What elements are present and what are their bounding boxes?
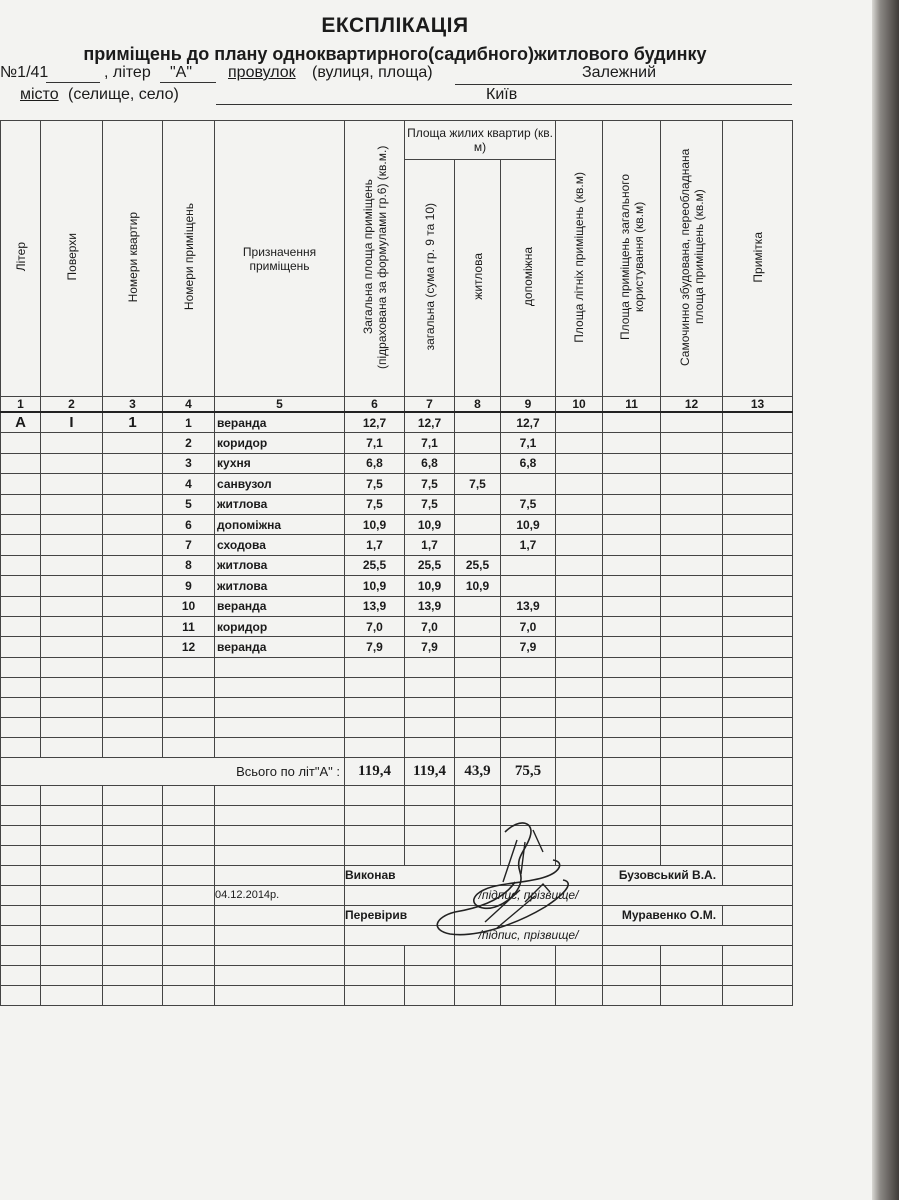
cell-total: 10,9 xyxy=(345,576,405,596)
cell-empty xyxy=(603,514,661,534)
executed-name: Бузовський В.А. xyxy=(603,865,723,885)
cell-empty xyxy=(556,514,603,534)
cell-total: 25,5 xyxy=(345,555,405,575)
cell-empty xyxy=(603,637,661,657)
cell-floor xyxy=(41,453,103,473)
cell-aux: 13,9 xyxy=(501,596,556,616)
cell-room: 4 xyxy=(163,474,215,494)
cell-apt xyxy=(103,494,163,514)
col-summer-area: Площа літніх приміщень (кв.м) xyxy=(556,121,603,397)
city-underline xyxy=(216,104,792,105)
cell-liter: А xyxy=(1,412,41,433)
cell-living xyxy=(455,453,501,473)
column-number: 1 xyxy=(1,397,41,413)
col-note: Примітка xyxy=(723,121,793,397)
cell-room: 1 xyxy=(163,412,215,433)
checked-name: Муравенко О.М. xyxy=(603,905,723,925)
blank-row xyxy=(1,945,793,965)
city-type: місто xyxy=(20,86,59,103)
header-row xyxy=(1,121,793,160)
cell-empty xyxy=(661,453,723,473)
cell-empty xyxy=(723,474,793,494)
cell-purpose: веранда xyxy=(215,637,345,657)
cell-empty xyxy=(603,596,661,616)
cell-empty xyxy=(723,494,793,514)
cell-apt xyxy=(103,514,163,534)
cell-total: 7,1 xyxy=(345,433,405,453)
cell-apt_total: 6,8 xyxy=(405,453,455,473)
cell-purpose: сходова xyxy=(215,535,345,555)
blank-row xyxy=(1,805,793,825)
cell-empty xyxy=(723,412,793,433)
cell-empty xyxy=(556,535,603,555)
cell-empty xyxy=(723,453,793,473)
cell-purpose: веранда xyxy=(215,412,345,433)
cell-floor xyxy=(41,616,103,636)
cell-aux: 7,0 xyxy=(501,616,556,636)
cell-empty xyxy=(723,555,793,575)
cell-aux xyxy=(501,555,556,575)
cell-liter xyxy=(1,616,41,636)
col-apartment-numbers: Номери квартир xyxy=(103,121,163,397)
cell-room: 6 xyxy=(163,514,215,534)
cell-empty xyxy=(723,616,793,636)
blank-row xyxy=(1,697,793,717)
col-purpose: Призначення приміщень xyxy=(215,121,345,397)
cell-aux: 7,5 xyxy=(501,494,556,514)
cell-room: 2 xyxy=(163,433,215,453)
cell-purpose: веранда xyxy=(215,596,345,616)
city-type-options: (селище, село) xyxy=(68,86,179,103)
cell-aux: 1,7 xyxy=(501,535,556,555)
blank-rows-bottom xyxy=(1,945,793,1005)
cell-apt_total: 1,7 xyxy=(405,535,455,555)
document-title: ЕКСПЛІКАЦІЯ xyxy=(321,14,469,37)
cell-empty xyxy=(603,555,661,575)
cell-living xyxy=(455,637,501,657)
document-subtitle: приміщень до плану одноквартирного(садибного)житлового будинку xyxy=(83,44,707,64)
cell-empty xyxy=(661,535,723,555)
cell-living xyxy=(455,433,501,453)
cell-apt_total: 7,5 xyxy=(405,494,455,514)
cell-liter xyxy=(1,637,41,657)
executed-row xyxy=(1,865,793,885)
column-number: 8 xyxy=(455,397,501,413)
cell-empty xyxy=(723,433,793,453)
cell-empty xyxy=(723,514,793,534)
cell-aux xyxy=(501,576,556,596)
cell-living xyxy=(455,535,501,555)
cell-empty xyxy=(723,596,793,616)
col-liter: Літер xyxy=(1,121,41,397)
cell-floor xyxy=(41,555,103,575)
record-number: №1/41 xyxy=(0,64,49,81)
cell-apt_total: 7,5 xyxy=(405,474,455,494)
blank-row xyxy=(1,785,793,805)
column-number-row xyxy=(1,397,793,413)
cell-total: 1,7 xyxy=(345,535,405,555)
cell-apt_total: 7,0 xyxy=(405,616,455,636)
col-apartment-total: загальна (сума гр. 9 та 10) xyxy=(405,160,455,397)
table-row xyxy=(1,494,793,514)
cell-living xyxy=(455,596,501,616)
handwritten-signature xyxy=(425,812,585,942)
checked-row xyxy=(1,905,793,925)
col-living: житлова xyxy=(455,160,501,397)
column-number: 6 xyxy=(345,397,405,413)
liter-underline xyxy=(160,82,216,83)
cell-total: 10,9 xyxy=(345,514,405,534)
city-name: Київ xyxy=(486,86,518,103)
col-total-area: Загальна площа приміщень (підрахована за формулами гр.6) (кв.м.) xyxy=(345,121,405,397)
cell-aux: 10,9 xyxy=(501,514,556,534)
cell-living: 10,9 xyxy=(455,576,501,596)
cell-apt xyxy=(103,453,163,473)
cell-floor xyxy=(41,514,103,534)
cell-floor: І xyxy=(41,412,103,433)
column-number: 12 xyxy=(661,397,723,413)
cell-apt xyxy=(103,637,163,657)
cell-room: 9 xyxy=(163,576,215,596)
cell-living xyxy=(455,514,501,534)
blank-row xyxy=(1,717,793,737)
cell-room: 8 xyxy=(163,555,215,575)
col-unauthorized-area: Самочинно збудована, переобладнана площа приміщень (кв.м) xyxy=(661,121,723,397)
total-apartment: 119,4 xyxy=(405,757,455,785)
cell-room: 3 xyxy=(163,453,215,473)
cell-room: 5 xyxy=(163,494,215,514)
table-row xyxy=(1,535,793,555)
cell-apt_total: 7,1 xyxy=(405,433,455,453)
cell-empty xyxy=(556,494,603,514)
cell-empty xyxy=(556,616,603,636)
cell-room: 11 xyxy=(163,616,215,636)
liter-value: "А" xyxy=(170,64,193,81)
page-edge xyxy=(872,0,899,1200)
cell-empty xyxy=(556,412,603,433)
cell-purpose: санвузол xyxy=(215,474,345,494)
cell-liter xyxy=(1,514,41,534)
cell-aux xyxy=(501,474,556,494)
table-row xyxy=(1,433,793,453)
cell-empty xyxy=(661,596,723,616)
cell-aux: 12,7 xyxy=(501,412,556,433)
cell-empty xyxy=(603,412,661,433)
cell-apt_total: 10,9 xyxy=(405,514,455,534)
cell-purpose: житлова xyxy=(215,555,345,575)
cell-empty xyxy=(603,474,661,494)
cell-living xyxy=(455,412,501,433)
cell-living xyxy=(455,494,501,514)
column-number: 4 xyxy=(163,397,215,413)
cell-floor xyxy=(41,637,103,657)
table-row xyxy=(1,514,793,534)
total-area: 119,4 xyxy=(345,757,405,785)
cell-empty xyxy=(556,555,603,575)
cell-total: 12,7 xyxy=(345,412,405,433)
cell-apt xyxy=(103,433,163,453)
cell-empty xyxy=(661,637,723,657)
cell-living: 7,5 xyxy=(455,474,501,494)
cell-purpose: житлова xyxy=(215,576,345,596)
liter-label: , літер xyxy=(104,64,151,81)
cell-empty xyxy=(661,412,723,433)
cell-apt: 1 xyxy=(103,412,163,433)
cell-empty xyxy=(556,596,603,616)
date-row xyxy=(1,885,793,905)
checked-label: Перевірив xyxy=(345,905,455,925)
blank-row xyxy=(1,657,793,677)
table-row xyxy=(1,596,793,616)
date: 04.12.2014р. xyxy=(215,885,345,905)
cell-empty xyxy=(723,637,793,657)
table-row xyxy=(1,555,793,575)
cell-floor xyxy=(41,474,103,494)
cell-liter xyxy=(1,535,41,555)
cell-room: 7 xyxy=(163,535,215,555)
cell-apt_total: 13,9 xyxy=(405,596,455,616)
executed-label: Виконав xyxy=(345,865,455,885)
cell-apt_total: 25,5 xyxy=(405,555,455,575)
cell-empty xyxy=(661,555,723,575)
cell-empty xyxy=(556,576,603,596)
cell-empty xyxy=(556,433,603,453)
cell-floor xyxy=(41,596,103,616)
total-label: Всього по літ"А" : xyxy=(1,757,345,785)
cell-floor xyxy=(41,494,103,514)
cell-total: 6,8 xyxy=(345,453,405,473)
cell-empty xyxy=(661,433,723,453)
cell-total: 13,9 xyxy=(345,596,405,616)
blank-row xyxy=(1,985,793,1005)
cell-apt_total: 12,7 xyxy=(405,412,455,433)
table-row xyxy=(1,637,793,657)
column-number: 11 xyxy=(603,397,661,413)
col-group-living-area: Площа жилих квартир (кв. м) xyxy=(405,121,556,160)
cell-empty xyxy=(603,494,661,514)
cell-total: 7,5 xyxy=(345,494,405,514)
cell-aux: 6,8 xyxy=(501,453,556,473)
table-row xyxy=(1,412,793,433)
total-living: 43,9 xyxy=(455,757,501,785)
cell-purpose: коридор xyxy=(215,616,345,636)
cell-floor xyxy=(41,433,103,453)
column-number: 13 xyxy=(723,397,793,413)
cell-total: 7,0 xyxy=(345,616,405,636)
cell-room: 10 xyxy=(163,596,215,616)
street-type: провулок xyxy=(228,64,296,81)
cell-empty xyxy=(723,535,793,555)
cell-purpose: кухня xyxy=(215,453,345,473)
cell-empty xyxy=(556,637,603,657)
cell-empty xyxy=(661,474,723,494)
column-number: 5 xyxy=(215,397,345,413)
cell-apt xyxy=(103,576,163,596)
cell-living: 25,5 xyxy=(455,555,501,575)
cell-purpose: коридор xyxy=(215,433,345,453)
table-row xyxy=(1,576,793,596)
blank-row xyxy=(1,737,793,757)
cell-room: 12 xyxy=(163,637,215,657)
cell-floor xyxy=(41,576,103,596)
column-number: 10 xyxy=(556,397,603,413)
cell-empty xyxy=(661,576,723,596)
column-number: 2 xyxy=(41,397,103,413)
cell-empty xyxy=(556,474,603,494)
cell-total: 7,9 xyxy=(345,637,405,657)
street-underline xyxy=(455,84,792,85)
table-row xyxy=(1,616,793,636)
cell-liter xyxy=(1,576,41,596)
explication-table xyxy=(0,120,793,1006)
column-number: 7 xyxy=(405,397,455,413)
room-rows xyxy=(1,412,793,657)
col-auxiliary: допоміжна xyxy=(501,160,556,397)
cell-aux: 7,1 xyxy=(501,433,556,453)
cell-total: 7,5 xyxy=(345,474,405,494)
cell-empty xyxy=(661,616,723,636)
blank-rows xyxy=(1,657,793,757)
column-number: 3 xyxy=(103,397,163,413)
table-row xyxy=(1,474,793,494)
cell-empty xyxy=(661,494,723,514)
column-number: 9 xyxy=(501,397,556,413)
cell-empty xyxy=(661,514,723,534)
cell-apt xyxy=(103,596,163,616)
cell-apt_total: 10,9 xyxy=(405,576,455,596)
cell-apt xyxy=(103,555,163,575)
checked-caption-row xyxy=(1,925,793,945)
street-name: Залежний xyxy=(582,64,657,81)
blank-row xyxy=(1,845,793,865)
cell-empty xyxy=(603,433,661,453)
cell-liter xyxy=(1,453,41,473)
cell-floor xyxy=(41,535,103,555)
blank-row xyxy=(1,825,793,845)
blank-row xyxy=(1,677,793,697)
col-room-numbers: Номери приміщень xyxy=(163,121,215,397)
cell-liter xyxy=(1,474,41,494)
cell-empty xyxy=(603,616,661,636)
cell-empty xyxy=(556,453,603,473)
cell-aux: 7,9 xyxy=(501,637,556,657)
blank-rows-lower xyxy=(1,785,793,865)
checked-caption: /підпис, прізвище/ xyxy=(455,925,603,945)
col-floors: Поверхи xyxy=(41,121,103,397)
cell-living xyxy=(455,616,501,636)
blank-row xyxy=(1,965,793,985)
cell-apt xyxy=(103,474,163,494)
cell-liter xyxy=(1,596,41,616)
cell-empty xyxy=(603,535,661,555)
cell-empty xyxy=(603,576,661,596)
table-row xyxy=(1,453,793,473)
cell-liter xyxy=(1,433,41,453)
number-underline xyxy=(46,82,100,83)
cell-liter xyxy=(1,494,41,514)
street-type-options: (вулиця, площа) xyxy=(312,64,433,81)
cell-purpose: допоміжна xyxy=(215,514,345,534)
col-common-area: Площа приміщень загального користування (кв.м) xyxy=(603,121,661,397)
executed-caption: /підпис, прізвище/ xyxy=(455,885,603,905)
cell-empty xyxy=(723,576,793,596)
total-row xyxy=(1,757,793,785)
cell-empty xyxy=(603,453,661,473)
cell-purpose: житлова xyxy=(215,494,345,514)
cell-apt xyxy=(103,535,163,555)
cell-apt_total: 7,9 xyxy=(405,637,455,657)
cell-liter xyxy=(1,555,41,575)
total-auxiliary: 75,5 xyxy=(501,757,556,785)
cell-apt xyxy=(103,616,163,636)
